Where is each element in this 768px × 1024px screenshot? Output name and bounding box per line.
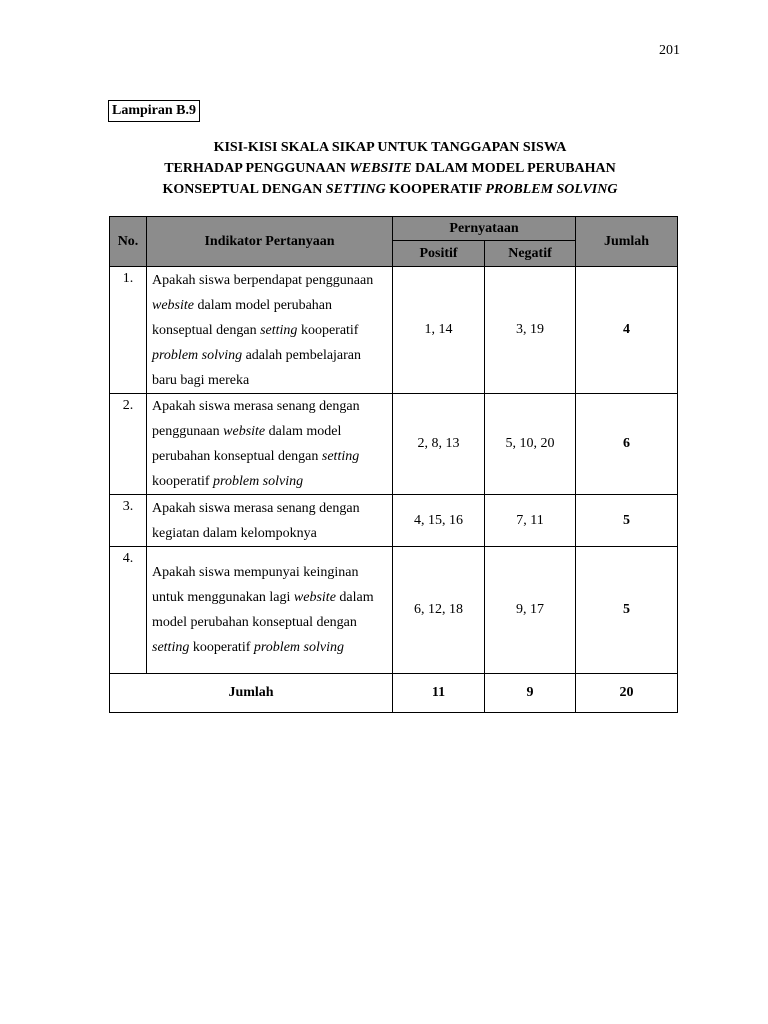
row-indicator: Apakah siswa berpendapat penggunaan website dalam model perubahan konseptual dengan setting kooperatif problem solving adalah pembelajaran baru bagi mereka	[147, 267, 393, 394]
table-row	[110, 547, 678, 674]
summary-negative: 9	[485, 674, 576, 713]
header-total: Jumlah	[576, 217, 678, 267]
document-title	[100, 137, 680, 200]
table-row	[110, 394, 678, 495]
title-line-3: KONSEPTUAL DENGAN SETTING KOOPERATIF PROBLEM SOLVING	[162, 182, 618, 197]
row-negative: 3, 19	[485, 267, 576, 394]
summary-positive: 11	[393, 674, 485, 713]
row-positive: 6, 12, 18	[393, 547, 485, 674]
summary-label: Jumlah	[110, 674, 393, 713]
row-negative: 9, 17	[485, 547, 576, 674]
row-positive: 2, 8, 13	[393, 394, 485, 495]
header-no: No.	[110, 217, 147, 267]
row-number: 1.	[110, 267, 147, 394]
row-total: 5	[576, 495, 678, 547]
summary-row	[110, 674, 678, 713]
row-total: 4	[576, 267, 678, 394]
header-positive: Positif	[393, 241, 485, 267]
table-row	[110, 495, 678, 547]
table-body	[110, 267, 678, 674]
row-total: 6	[576, 394, 678, 495]
table-row	[110, 267, 678, 394]
header-indicator: Indikator Pertanyaan	[147, 217, 393, 267]
header-negative: Negatif	[485, 241, 576, 267]
row-positive: 4, 15, 16	[393, 495, 485, 547]
row-negative: 7, 11	[485, 495, 576, 547]
indicator-table	[109, 216, 678, 713]
row-positive: 1, 14	[393, 267, 485, 394]
row-total: 5	[576, 547, 678, 674]
summary-total: 20	[576, 674, 678, 713]
title-line-1: KISI-KISI SKALA SIKAP UNTUK TANGGAPAN SISWA	[213, 140, 567, 155]
row-indicator: Apakah siswa merasa senang dengan penggunaan website dalam model perubahan konseptual dengan setting kooperatif problem solving	[147, 394, 393, 495]
header-statement: Pernyataan	[393, 217, 576, 241]
title-line-2: TERHADAP PENGGUNAAN WEBSITE DALAM MODEL PERUBAHAN	[164, 161, 616, 176]
appendix-label: Lampiran B.9	[108, 100, 200, 122]
row-number: 2.	[110, 394, 147, 495]
row-indicator: Apakah siswa mempunyai keinginan untuk menggunakan lagi website dalam model perubahan konseptual dengan setting kooperatif problem solving	[147, 547, 393, 674]
row-negative: 5, 10, 20	[485, 394, 576, 495]
row-indicator: Apakah siswa merasa senang dengan kegiatan dalam kelompoknya	[147, 495, 393, 547]
page-number: 201	[659, 43, 680, 58]
row-number: 4.	[110, 547, 147, 674]
row-number: 3.	[110, 495, 147, 547]
